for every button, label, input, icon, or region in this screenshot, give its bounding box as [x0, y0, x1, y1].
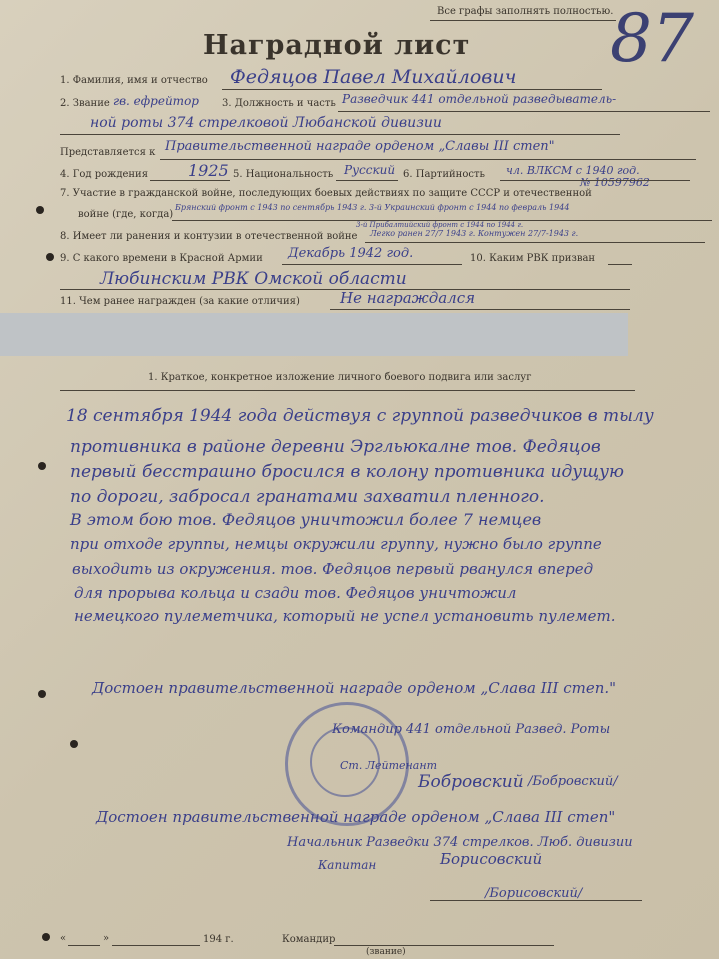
- footer-commander-line: [334, 945, 554, 946]
- field-8-label: 8. Имеет ли ранения и контузии в отечественной войне: [60, 231, 358, 242]
- punch-hole: [38, 462, 46, 470]
- instruction-text: Все графы заполнять полностью.: [437, 6, 614, 17]
- field-2-value: гв. ефрейтор: [113, 94, 199, 108]
- worthy-statement-2: Достоен правительственной награде орденом „Слава III степ": [96, 808, 616, 826]
- signature-1-print: /Бобровский/: [528, 774, 618, 789]
- field-4-line: [150, 180, 230, 181]
- footer-date-close-quote: »: [103, 933, 110, 944]
- instruction-underline: [430, 20, 616, 21]
- signature-2: Борисовский: [440, 850, 543, 868]
- field-3-line-2: [60, 134, 620, 135]
- field-9-value: Декабрь 1942 год.: [288, 246, 414, 261]
- feat-line: В этом бою тов. Федяцов уничтожил более 7 немцев: [70, 510, 542, 529]
- feat-line: при отходе группы, немцы окружили группу, нужно было группе: [70, 535, 602, 553]
- field-1-line: [222, 89, 602, 90]
- punch-hole: [46, 253, 54, 261]
- field-1-label: 1. Фамилия, имя и отчество: [60, 75, 208, 86]
- footer-day-line: [68, 945, 100, 946]
- feat-line: для прорыва кольца и сзади тов. Федяцов уничтожил: [74, 584, 517, 602]
- feat-line: по дороги, забросал гранатами захватил пленного.: [70, 487, 545, 507]
- feat-line: противника в районе деревни Эргльюкалне тов. Федяцов: [70, 437, 601, 457]
- rank-2: Капитан: [318, 858, 377, 872]
- field-5-line: [336, 180, 398, 181]
- punch-hole: [38, 690, 46, 698]
- field-7-label: 7. Участие в гражданской войне, последующих боевых действиях по защите СССР и отечественной: [60, 188, 592, 199]
- page-title: Наградной лист: [203, 30, 471, 61]
- field-8-value: Легко ранен 27/7 1943 г. Контужен 27/7-1943 г.: [370, 229, 579, 238]
- field-6-line: [500, 180, 690, 181]
- signature-2-line: [430, 900, 642, 901]
- footer-rank-caption: (звание): [366, 947, 406, 957]
- field-3-value-cont: ной роты 374 стрелковой Любанской дивизии: [90, 115, 442, 131]
- field-4-value: 1925: [188, 161, 229, 180]
- field-3-value: Разведчик 441 отдельной разведыватель-: [342, 92, 617, 106]
- redacted-block: [0, 313, 628, 356]
- field-11-line: [330, 309, 630, 310]
- field-9-label: 9. С какого времени в Красной Армии: [60, 253, 263, 264]
- field-7-value: Брянский фронт с 1943 по сентябрь 1943 г. 3-й Украинский фронт с 1944 по февраль 1944: [175, 203, 570, 212]
- present-label: Представляется к: [60, 147, 156, 158]
- field-11-value: Не награждался: [340, 289, 476, 307]
- field-3-line: [338, 111, 710, 112]
- field-6-value: чл. ВЛКСМ с 1940 год.: [506, 164, 640, 177]
- field-10-label: 10. Каким РВК призван: [470, 253, 596, 264]
- footer-commander-label: Командир: [282, 934, 336, 945]
- punch-hole: [36, 206, 44, 214]
- signature-1: Бобровский: [418, 772, 524, 792]
- rank-1: Ст. Лейтенант: [340, 759, 438, 772]
- corner-number: 87: [610, 0, 694, 77]
- field-11-label: 11. Чем ранее награжден (за какие отличия): [60, 296, 300, 307]
- field-3-label: 3. Должность и часть: [222, 98, 336, 109]
- field-7-label-cont: войне (где, когда): [78, 209, 174, 220]
- field-1-value: Федяцов Павел Михайлович: [230, 66, 517, 88]
- punch-hole: [70, 740, 78, 748]
- footer-month-line: [112, 945, 200, 946]
- field-10-value: Любинским РВК Омской области: [100, 269, 407, 289]
- field-10-line: [608, 264, 632, 265]
- footer-date-open-quote: «: [60, 933, 67, 944]
- field-8-line: [365, 242, 705, 243]
- present-line: [160, 159, 696, 160]
- field-5-value: Русский: [344, 163, 396, 177]
- field-6-label: 6. Партийность: [403, 169, 485, 180]
- field-7-value-cont: 3-й Прибалтийский фронт с 1944 по 1944 г.: [356, 221, 524, 229]
- commander-title-1: Командир 441 отдельной Развед. Роты: [332, 722, 611, 737]
- present-value: Правительственной награде орденом „Славы III степ": [165, 139, 555, 154]
- section-title-line: [60, 390, 635, 391]
- worthy-statement-1: Достоен правительственной награде орденом „Слава III степ.": [92, 679, 617, 697]
- field-2-label: 2. Звание: [60, 98, 110, 109]
- commander-title-2: Начальник Разведки 374 стрелков. Люб. дивизии: [287, 835, 633, 850]
- field-9-line: [282, 264, 462, 265]
- field-5-label: 5. Национальность: [233, 169, 334, 180]
- feat-line: выходить из окружения. тов. Федяцов первый рванулся вперед: [72, 560, 594, 578]
- feat-line: 18 сентября 1944 года действуя с группой разведчиков в тылу: [66, 406, 654, 426]
- footer-date-text: 194 г.: [203, 934, 234, 945]
- field-6-number: № 10597962: [580, 176, 650, 189]
- signature-2-print: /Борисовский/: [485, 886, 583, 901]
- field-4-label: 4. Год рождения: [60, 169, 149, 180]
- feat-line: первый бесстрашно бросился в колону противника идущую: [70, 462, 625, 482]
- section-title: 1. Краткое, конкретное изложение личного боевого подвига или заслуг: [148, 372, 532, 383]
- punch-hole: [42, 933, 50, 941]
- feat-line: немецкого пулеметчика, который не успел установить пулемет.: [74, 607, 616, 625]
